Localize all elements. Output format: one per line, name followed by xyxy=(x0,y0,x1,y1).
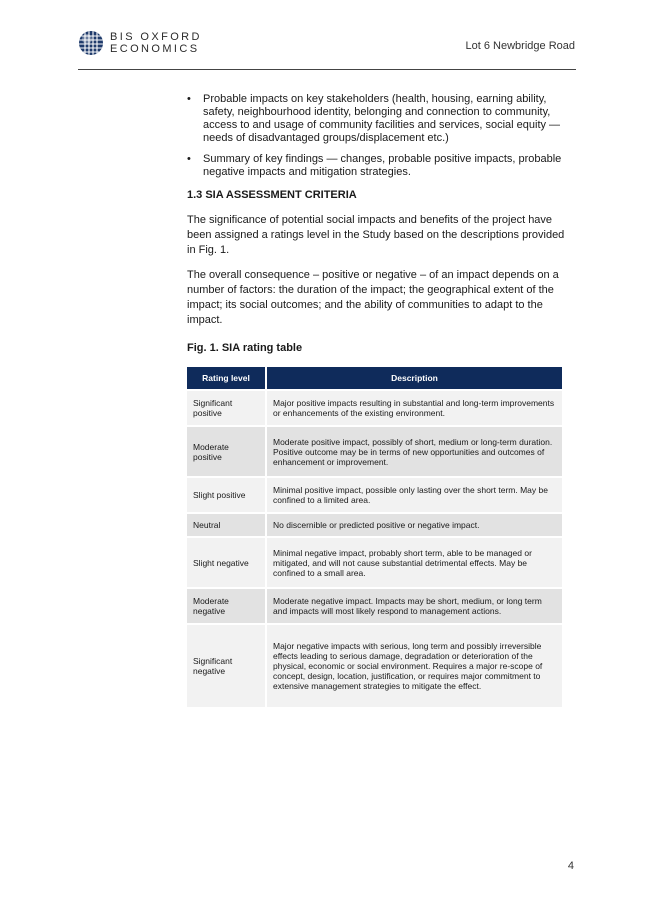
paragraph: The significance of potential social impacts and benefits of the project have been assigned a ratings level in the Study based on the descriptions provided in Fig. 1. xyxy=(187,214,565,256)
table-row xyxy=(187,587,562,623)
main-content xyxy=(187,93,567,707)
description-cell: Minimal negative impact, probably short term, able to be managed or mitigated, and will not cause substantial detrimental effects. May be confined to a small area. xyxy=(267,536,562,587)
description-cell: Major positive impacts resulting in substantial and long-term improvements or enhancements of the existing environment. xyxy=(267,389,562,425)
company-logo xyxy=(78,30,202,56)
table-row xyxy=(187,536,562,587)
page-number: 4 xyxy=(567,860,574,872)
header-description: Description xyxy=(267,367,562,389)
table-header-row xyxy=(187,367,562,389)
header-divider xyxy=(78,69,576,70)
header-rating-level: Rating level xyxy=(187,367,267,389)
table-row xyxy=(187,623,562,707)
rating-cell: Significant negative xyxy=(187,623,267,707)
logo-line-1: BIS OXFORD xyxy=(110,31,202,43)
table-row xyxy=(187,389,562,425)
section-heading: 1.3 SIA ASSESSMENT CRITERIA xyxy=(187,189,357,201)
bullet-item: • Probable impacts on key stakeholders (health, housing, earning ability, safety, neighbourhood identity, belonging and connection to community, access to and usage of community facilities and services, social equity — needs of disadvantaged groups/displacement etc.) xyxy=(187,93,567,145)
rating-cell: Slight positive xyxy=(187,476,267,512)
sia-rating-table xyxy=(187,367,562,707)
rating-cell: Significant positive xyxy=(187,389,267,425)
bullet-list xyxy=(187,93,567,179)
rating-cell: Slight negative xyxy=(187,536,267,587)
table-row xyxy=(187,476,562,512)
table-row xyxy=(187,425,562,476)
logo-wordmark xyxy=(110,31,202,55)
description-cell: Moderate positive impact, possibly of short, medium or long-term duration. Positive outcome may be in terms of new opportunities and outcomes of enhancement or improvement. xyxy=(267,425,562,476)
description-cell: Minimal positive impact, possible only lasting over the short term. May be confined to a limited area. xyxy=(267,476,562,512)
rating-cell: Moderate negative xyxy=(187,587,267,623)
page-header xyxy=(78,28,575,68)
document-title: Lot 6 Newbridge Road xyxy=(465,40,575,52)
description-cell: Major negative impacts with serious, long term and possibly irreversible effects leading to serious damage, degradation or deterioration of the physical, economic or social environment. Requires a major re-scope of concept, design, location, justification, or requires major commitment to extensive management strategies to mitigate the effect. xyxy=(267,623,562,707)
logo-line-2: ECONOMICS xyxy=(110,43,200,55)
paragraph: The overall consequence – positive or negative – of an impact depends on a number of factors: the duration of the impact; the geographical extent of the impact; its social outcomes; and the ability of communities to adapt to the impact. xyxy=(187,269,559,326)
bullet-item: • Summary of key findings — changes, probable positive impacts, probable negative impacts and mitigation strategies. xyxy=(187,153,567,179)
table-row xyxy=(187,512,562,536)
globe-icon xyxy=(78,30,104,56)
description-cell: Moderate negative impact. Impacts may be short, medium, or long term and impacts will most likely respond to management actions. xyxy=(267,587,562,623)
rating-cell: Neutral xyxy=(187,512,267,536)
description-cell: No discernible or predicted positive or negative impact. xyxy=(267,512,562,536)
rating-cell: Moderate positive xyxy=(187,425,267,476)
figure-caption: Fig. 1. SIA rating table xyxy=(187,342,303,354)
